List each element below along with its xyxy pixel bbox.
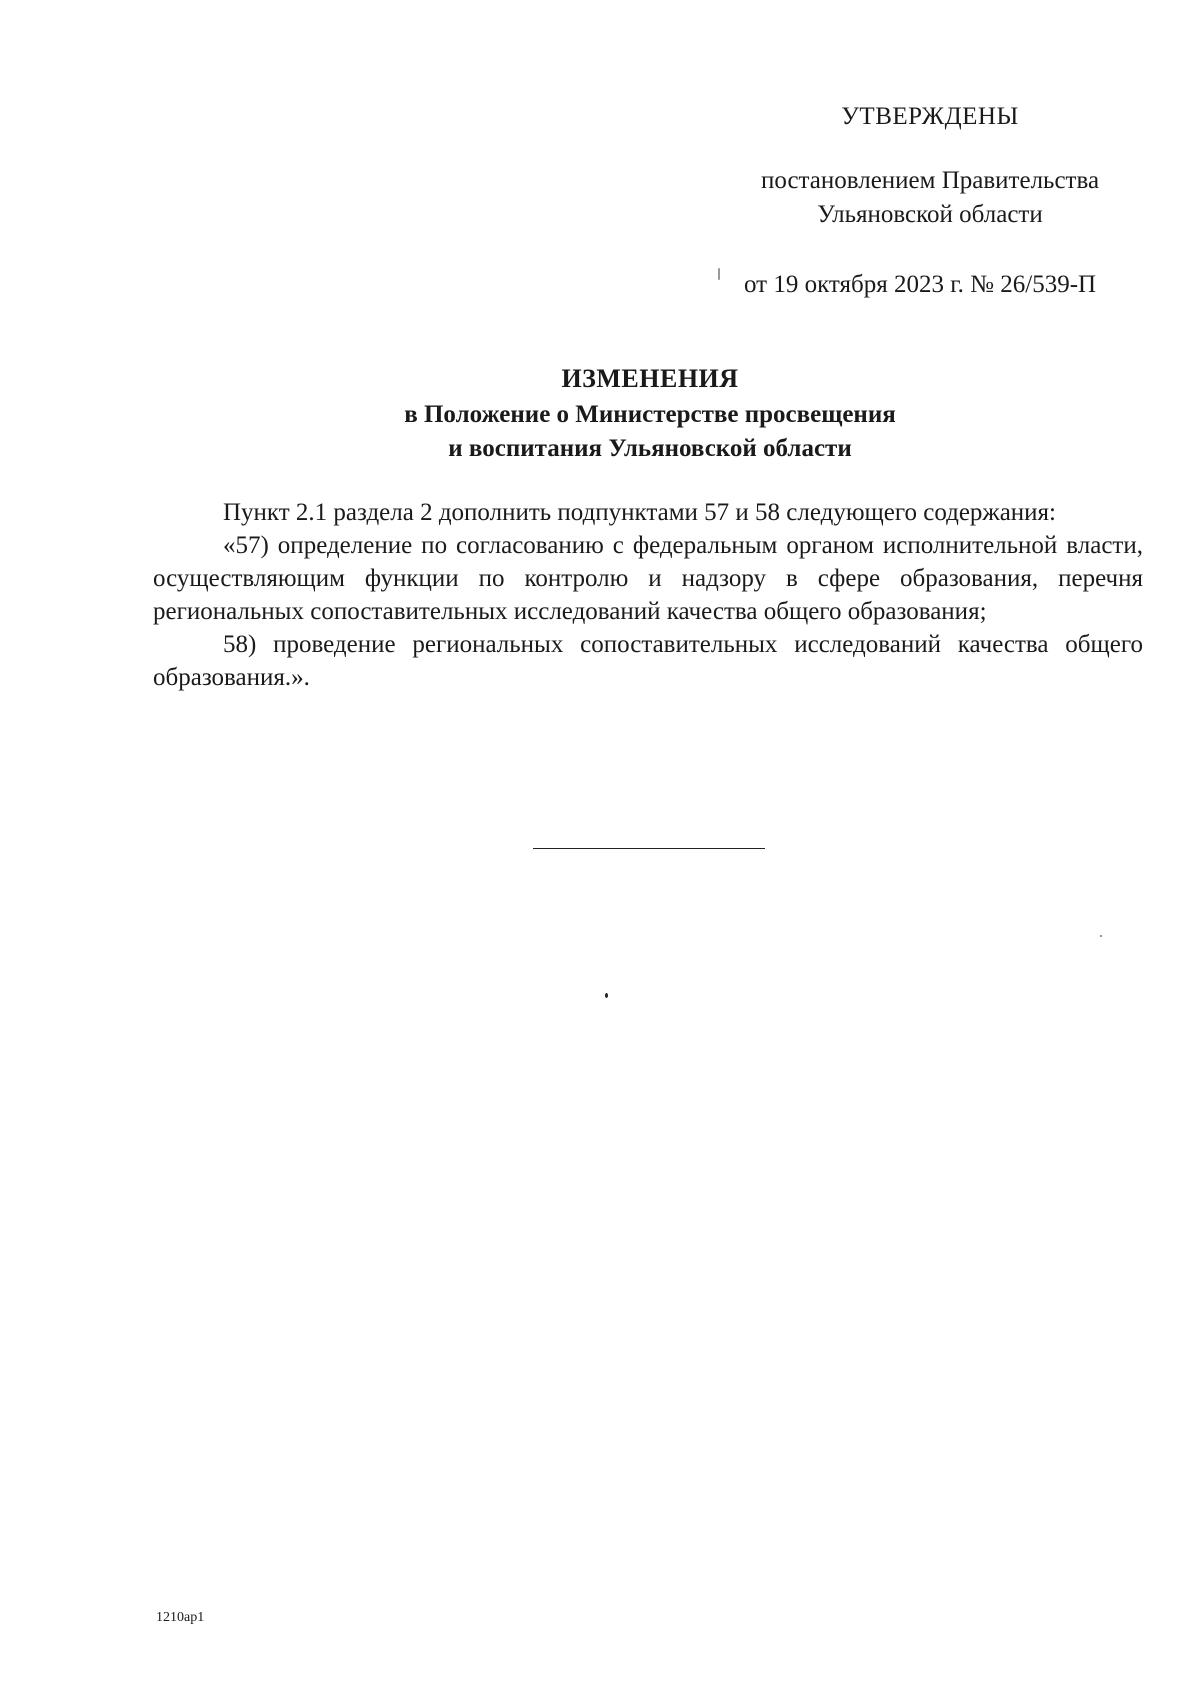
approval-date-line: от 19 октября 2023 г. № 26/539-П bbox=[744, 271, 1097, 298]
body-paragraph-3: 58) проведение региональных сопоставительных исследований качества общего образования.». bbox=[153, 631, 1143, 691]
closing-separator-line bbox=[533, 848, 765, 849]
approval-stamp-body bbox=[700, 164, 1160, 232]
document-subtitle-2: и воспитания Ульяновской области bbox=[448, 435, 852, 462]
scan-speck bbox=[1100, 935, 1102, 937]
scan-speck bbox=[605, 993, 608, 998]
scan-speck bbox=[718, 268, 720, 280]
approval-line-2: Ульяновской области bbox=[817, 201, 1043, 228]
document-body bbox=[153, 496, 1143, 694]
approval-line-1: постановлением Правительства bbox=[760, 167, 1100, 194]
document-subtitle-1: в Положение о Министерстве просвещения bbox=[404, 401, 896, 428]
body-paragraph-2: «57) определение по согласованию с федеральным органом исполнительной власти, осуществляющим функции по контролю и надзору в сфере образования, перечня региональных сопоставительных исследований качества общего образования; bbox=[153, 532, 1143, 625]
footer-document-code: 1210ap1 bbox=[156, 1610, 205, 1625]
body-paragraph-1: Пункт 2.1 раздела 2 дополнить подпунктами 57 и 58 следующего содержания: bbox=[223, 499, 1056, 526]
document-title: ИЗМЕНЕНИЯ bbox=[561, 364, 739, 393]
approval-stamp-title: УТВЕРЖДЕНЫ bbox=[841, 103, 1019, 130]
